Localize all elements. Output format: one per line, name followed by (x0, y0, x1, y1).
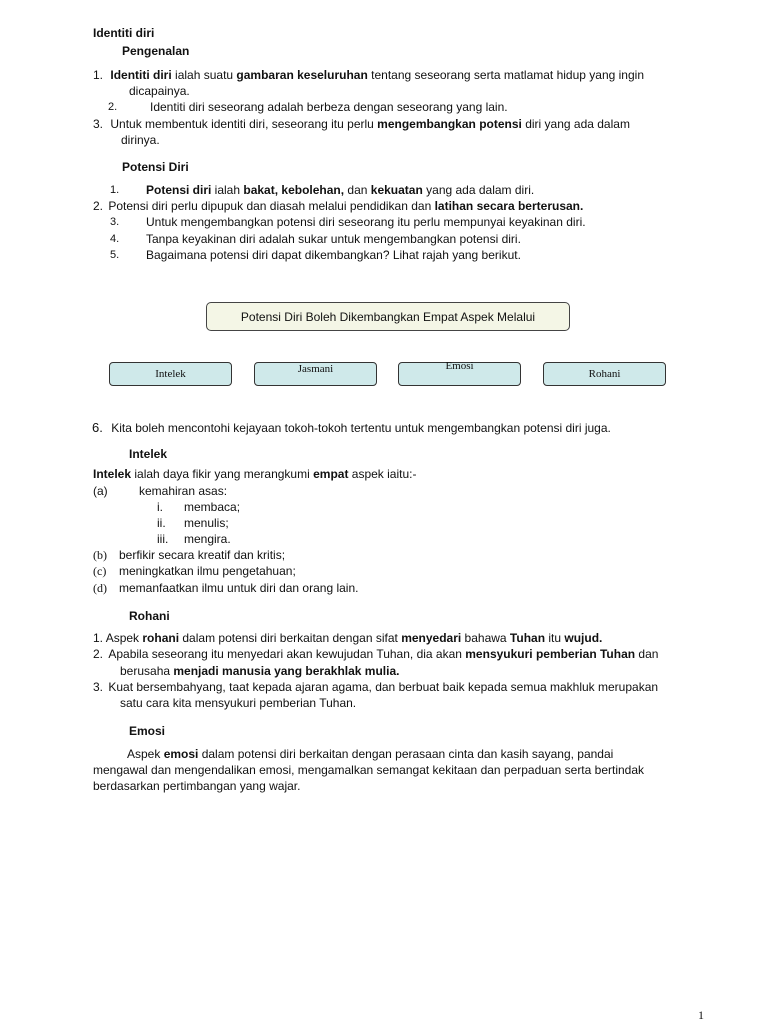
emosi-paragraph-line3: berdasarkan pertimbangan yang wajar. (93, 779, 301, 793)
text: tentang seseorang serta matlamat hidup yang ingin (367, 68, 644, 82)
intelek-lead (93, 467, 417, 482)
intelek-sub-item: mengira. (184, 532, 231, 546)
bold-term: rohani (142, 631, 180, 645)
text: aspek iaitu:- (348, 467, 417, 481)
intelek-sub-item: membaca; (184, 500, 241, 514)
text: dalam potensi diri berkaitan dengan perasaan cinta dan kasih sayang, pandai (198, 747, 614, 761)
pengenalan-item-3-cont: dirinya. (121, 133, 160, 147)
list-label: (d) (93, 581, 107, 595)
list-number: 2. (108, 101, 118, 113)
diagram-title: Potensi Diri Boleh Dikembangkan Empat Aspek Melalui (240, 309, 536, 324)
text: yang ada dalam diri. (422, 183, 535, 197)
list-number: 5. (110, 249, 120, 261)
potensi-item-4: Tanpa keyakinan diri adalah sukar untuk mengembangkan potensi diri. (146, 232, 521, 246)
aspect-box-intelek (109, 362, 232, 386)
list-number: 3. (110, 216, 120, 228)
bold-term: Tuhan (509, 631, 546, 645)
text: Kuat bersembahyang, taat kepada ajaran agama, dan berbuat baik kepada semua makhluk merupakan (108, 680, 659, 694)
rohani-item-3 (93, 680, 658, 695)
list-number: 6. (92, 420, 103, 435)
list-number: 2. (93, 647, 104, 661)
section-heading-potensi: Potensi Diri (122, 160, 189, 174)
list-label: (a) (93, 484, 108, 498)
potensi-item-2 (93, 199, 583, 214)
text: Aspek (127, 747, 164, 761)
intelek-item-c: meningkatkan ilmu pengetahuan; (119, 564, 296, 578)
section-heading-emosi: Emosi (129, 724, 166, 738)
pengenalan-item-2: Identiti diri seseorang adalah berbeza dengan seseorang yang lain. (150, 100, 508, 114)
bold-term: wujud. (564, 631, 603, 645)
rohani-item-2-cont (120, 664, 399, 679)
list-number: 4. (110, 233, 120, 245)
item-6 (92, 420, 611, 436)
text: itu (545, 631, 565, 645)
bold-term: Potensi diri (146, 183, 212, 197)
diagram-title-box (206, 302, 570, 331)
list-number: 1. (110, 184, 120, 196)
bold-term: mensyukuri pemberian Tuhan (465, 647, 636, 661)
pengenalan-item-1 (93, 68, 644, 83)
text: ialah suatu (171, 68, 237, 82)
list-number: 1. (93, 631, 104, 645)
section-heading-rohani: Rohani (129, 609, 170, 623)
list-number: 2. (93, 199, 104, 213)
bold-term: kekuatan (370, 183, 423, 197)
aspect-label: Emosi (445, 360, 474, 372)
potensi-item-3: Untuk mengembangkan potensi diri seseorang itu perlu mempunyai keyakinan diri. (146, 215, 586, 229)
text: ialah daya fikir yang merangkumi (131, 467, 314, 481)
list-label: (c) (93, 564, 107, 578)
aspect-box-rohani (543, 362, 666, 386)
pengenalan-item-1-cont: dicapainya. (129, 84, 190, 98)
intelek-item-d: memanfaatkan ilmu untuk diri dan orang lain. (119, 581, 359, 595)
list-number: 3. (93, 117, 104, 131)
intelek-item-b: berfikir secara kreatif dan kritis; (119, 548, 286, 562)
document-title: Identiti diri (93, 26, 155, 40)
section-heading-intelek: Intelek (129, 447, 168, 461)
bold-term: mengembangkan potensi (377, 117, 522, 131)
list-number: 3. (93, 680, 104, 694)
bold-term: gambaran keseluruhan (236, 68, 368, 82)
bold-term: empat (313, 467, 349, 481)
text: dan (635, 647, 659, 661)
sub-number: i. (157, 500, 163, 514)
bold-term: menjadi manusia yang berakhlak mulia. (173, 664, 400, 678)
rohani-item-1 (93, 631, 602, 646)
text: Apabila seseorang itu menyedari akan kewujudan Tuhan, dia akan (108, 647, 466, 661)
bold-term: menyedari (401, 631, 462, 645)
sub-number: iii. (157, 532, 169, 546)
text: Aspek (103, 631, 143, 645)
rohani-item-3-cont: satu cara kita mensyukuri pemberian Tuhan. (120, 696, 357, 710)
intelek-sub-item: menulis; (184, 516, 229, 530)
potensi-item-1 (146, 183, 534, 198)
text: berusaha (120, 664, 174, 678)
emosi-paragraph-line2: mengawal dan mengendalikan emosi, mengamalkan semangat kekitaan dan perpaduan serta bertindak (93, 763, 645, 777)
page-number: 1 (698, 1008, 704, 1022)
section-heading-pengenalan: Pengenalan (122, 44, 190, 58)
aspect-label: Rohani (588, 368, 621, 380)
text: bahawa (461, 631, 510, 645)
emosi-paragraph-line1 (127, 747, 613, 762)
aspect-box-emosi (398, 362, 521, 386)
bold-term: latihan secara berterusan. (434, 199, 584, 213)
aspect-label: Jasmani (297, 363, 334, 375)
potensi-item-5: Bagaimana potensi diri dapat dikembangkan? Lihat rajah yang berikut. (146, 248, 521, 262)
text: dan (344, 183, 371, 197)
bold-term: Identiti diri (110, 68, 172, 82)
text: dalam potensi diri berkaitan dengan sifat (179, 631, 402, 645)
pengenalan-item-3 (93, 117, 630, 132)
text: Kita boleh mencontohi kejayaan tokoh-tokoh tertentu untuk mengembangkan potensi diri juga. (111, 421, 611, 435)
text: Untuk membentuk identiti diri, seseorang itu perlu (110, 117, 378, 131)
bold-term: emosi (163, 747, 199, 761)
bold-term: bakat, kebolehan, (243, 183, 345, 197)
intelek-item-a: kemahiran asas: (139, 484, 228, 498)
list-number: 1. (93, 68, 104, 82)
aspect-label: Intelek (155, 368, 186, 380)
text: ialah (211, 183, 244, 197)
text: diri yang ada dalam (521, 117, 630, 131)
sub-number: ii. (157, 516, 166, 530)
rohani-item-2 (93, 647, 658, 662)
bold-term: Intelek (93, 467, 132, 481)
list-label: (b) (93, 548, 107, 562)
text: Potensi diri perlu dipupuk dan diasah melalui pendidikan dan (108, 199, 435, 213)
aspect-box-jasmani (254, 362, 377, 386)
